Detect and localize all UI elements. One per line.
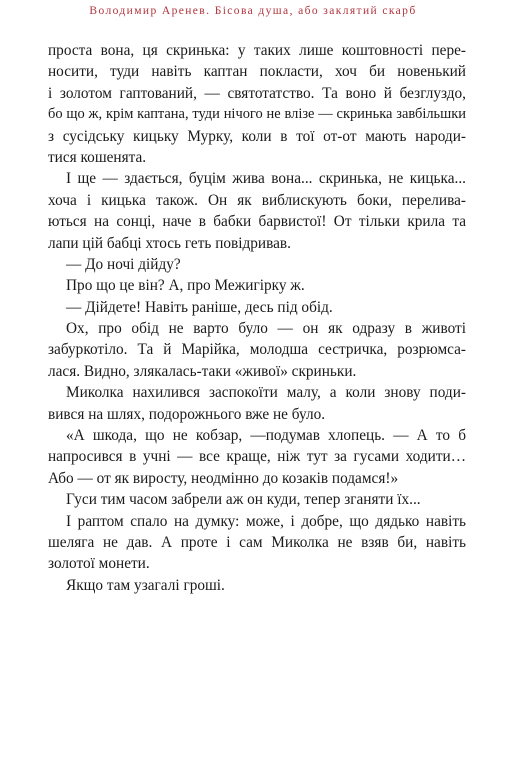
text-line: І ще — здається, буцім жива вона... скринька, не кицька...: [66, 170, 466, 188]
running-header: Володимир Аренев. Бісова душа, або заклятий скарб: [89, 5, 417, 17]
text-line: Гуси тим часом забрели аж он куди, тепер зганяти їх...: [66, 491, 421, 509]
text-line: тися кошенята.: [48, 148, 147, 166]
text-line: Або — от як виросту, неодмінно до козаків подамся!»: [48, 469, 399, 487]
text-line: І раптом спало на думку: може, і добре, що дядько навіть: [66, 512, 466, 530]
text-line: золотої монети.: [48, 555, 150, 573]
text-line: Миколка нахилився заспокоїти малу, а коли знову поди-: [66, 384, 466, 402]
text-line: — До ночі дійду?: [66, 255, 181, 273]
text-line: шеляга не дав. А проте і сам Миколка не взяв би, навіть: [48, 533, 466, 551]
text-line: «А шкода, що не кобзар, —подумав хлопець. — А то б: [66, 427, 466, 445]
text-line: — Дійдете! Навіть раніше, десь під обід.: [66, 298, 333, 316]
body-text: [48, 40, 466, 596]
text-line: носити, туди навіть каптан покласти, хоч би новенький: [48, 63, 466, 81]
text-line: хоча і кицька також. Он як виблискують боки, перелива-: [48, 191, 466, 209]
text-line: напросився в учні — все краще, ніж тут за гусами ходити…: [48, 448, 466, 466]
text-line: Про що це він? А, про Межигірку ж.: [66, 277, 305, 295]
text-line: лапи цій бабці хтось геть повідривав.: [48, 234, 291, 252]
text-line: ються на сонці, наче в бабки барвистої! От тільки крила та: [48, 213, 466, 231]
text-line: забуркотіло. Та й Марійка, молодша сестричка, розрюмса-: [48, 341, 466, 359]
text-line: Якщо там узагалі гроші.: [66, 576, 225, 594]
text-line: Ох, про обід не варто було — он як одразу в животі: [66, 320, 466, 338]
text-line: з сусідську кицьку Мурку, коли в тої от-от мають народи-: [48, 127, 466, 145]
text-line: вився на шлях, подорожнього вже не було.: [48, 405, 326, 423]
text-line: і золотом гаптований, — святотатство. Та воно й безглуздо,: [48, 84, 466, 102]
text-line: бо що ж, крім каптана, туди нічого не влізе — скринька завбільшки: [48, 106, 466, 123]
text-line: лася. Видно, злякалась-таки «живої» скриньки.: [48, 362, 357, 380]
text-line: проста вона, ця скринька: у таких лише коштовності пере-: [48, 42, 466, 59]
